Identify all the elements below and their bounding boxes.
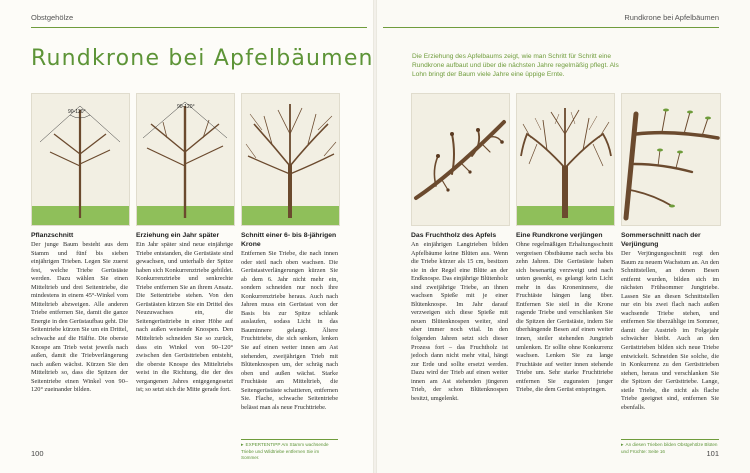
heading-krone-schnitt: Schnitt einer 6- bis 8-jährigen Krone: [241, 232, 337, 248]
text-verjuengen: Ohne regelmäßigen Erhaltungsschnitt vergreisen Obstbäume nach sechs bis zehn Jahren. Die Gerüstäste haben sich besenartig verzweigt und nach unten gesenkt, es gelangt kein Licht mehr in das Kroneninnere, die Fruchtäste hängen lang über. Entfernen Sie steil in die Krone ragende Triebe und verschlanken Sie die Spitzen der Gerüstäste, indem Sie überhängende Besen auf einen weiter innen, steiler stehenden Jungtrieb umlenken. Er sollte ohne Konkurrenz wachsen. Lenken Sie zu lange Fruchtäste auf weiter innen stehende Triebe um. Sehr starke Fruchttriebe entfernen Sie zugunsten junger Triebe, die dem Gerüst entspringen.: [516, 241, 613, 394]
cross-reference-text: An diesen Trieben bilden Obstgehölze Blüten und Früchte: Seite 16: [621, 442, 718, 454]
text-pflanzschnitt: Der junge Baum besteht aus dem Stamm und fünf bis sieben einjährigen Trieben. Legen Sie zuerst fest, welche Triebe Gerüstäste werden. Dazu wählen Sie einen Mitteltrieb und drei Seitentriebe, die mindestens in einem 45°-Winkel vom Mitteltrieb abzweigen. Alle anderen Triebe entfernen Sie, damit die ganze Energie in den Gerüstaufbau geht. Die Seitentriebe kürzen Sie um ein Drittel, schwache auf die Hälfte. Die oberste Knospe am Trieb weist jeweils nach außen, damit die Triebverlängerung nach außen wächst. Kürzen Sie den Mitteltrieb so, dass die Spitzen der Seitentriebe einen Winkel von 90–120° zueinander bilden.: [31, 241, 128, 394]
mature-tree-drawing: [242, 94, 339, 225]
heading-verjuengen: Eine Rundkrone verjüngen: [516, 232, 603, 239]
header-rule-left: [31, 27, 367, 28]
arrow-icon: ▸: [241, 442, 244, 448]
angle-label-1: 90-120°: [68, 109, 86, 115]
young-tree-drawing: [32, 94, 129, 225]
page-number-right: 101: [706, 449, 719, 458]
illustration-mature-crown: [241, 93, 340, 226]
running-head-left: Obstgehölze: [31, 13, 74, 22]
fruit-branch-drawing: [412, 94, 509, 225]
illustration-fruit-wood: [411, 93, 510, 226]
intro-text: Die Erziehung des Apfelbaums zeigt, wie man Schritt für Schritt eine Rundkrone aufbaut und über die nächsten Jahre regelmäßig pflegt. Als Lohn bringt der Baum viele Jahre eine üppige Ernte.: [412, 53, 619, 79]
illustration-year-later: [136, 93, 235, 226]
angle-label-2: 90-120°: [177, 104, 195, 110]
heading-fruchtholz: Das Fruchtholz des Apfels: [411, 232, 497, 239]
cross-reference-tip: [621, 439, 719, 455]
expert-tip-text: EXPERTENTIPP Am Stamm wachsende Triebe und Wildtriebe entfernen Sie im Sommer.: [241, 442, 329, 460]
expert-tip: [241, 439, 338, 460]
header-rule-right: [383, 27, 719, 28]
heading-sommerschnitt: Sommerschnitt nach der Verjüngung: [621, 232, 701, 248]
heading-erziehung: Erziehung ein Jahr später: [136, 232, 220, 239]
illustration-summer-cut: [621, 93, 721, 226]
page-number-left: 100: [31, 449, 44, 458]
summer-branch-drawing: [622, 94, 720, 225]
text-erziehung: Ein Jahr später sind neue einjährige Triebe entstanden, die Gerüstäste sind gewachsen, und unterhalb der Spitze haben sich Konkurrenztriebe gebildet. Konkurrenztriebe und senkrechte Triebe entfernen Sie an ihrem Ansatz. Die Seitentriebe stehen. Von den Gerüstästen kürzen Sie ein Drittel des Neuzuwachses ein, die Seitengerüsttriebe in einer Höhe auf nach außen weisende Knospen. Den Mitteltrieb schneiden Sie so zurück, dass ein Winkel von 90–120° zwischen den Gerüsttrieben entsteht, die oberste Knospe des Mitteltriebs weist in die Richtung, die der des vergangenen Jahres entgegengesetzt ist; so setzt sich die Mitte gerade fort.: [136, 241, 233, 394]
arrow-icon: ▸: [621, 442, 624, 448]
text-fruchtholz: An einjährigen Langtrieben bilden Apfelbäume keine Blüten aus. Wenn die Triebe kürzer als 15 cm, besitzen sie in der Regel eine Blüte an der Endknospe. Das einjährige Blütenholz sind zweijährige Triebe, an ihnen wachsen Spieße mit je einer Blütenknospe. Im Jahr darauf verzweigen sich diese Spieße mit neuen Blütenknospen weiter, sind aber immer noch vital. In den folgenden Jahren setzt sich dieser Prozess fort – das Fruchtholz ist jedoch dann nicht mehr vital, hängt zur Erde und sollte ersetzt werden. Dazu wird der Trieb auf einen weiter innen am Ast stehenden jüngeren Trieb, der schon Blütenknospen besitzt, umgelenkt.: [411, 241, 508, 402]
running-head-right: Rundkrone bei Apfelbäumen: [624, 13, 719, 22]
text-sommerschnitt: Der Verjüngungsschnitt regt den Baum zu neuem Wachstum an. An den Schnittstellen, an denen Besen entfernt wurden, bilden sich im nächsten Frühsommer Jungtriebe. Lassen Sie an diesen Schnittstellen nur ein bis zwei flach nach außen wachsende Triebe stehen, und entfernen Sie überzählige im Sommer, damit der Austrieb im Folgejahr schwächer bleibt. Auch an den Gerüsttrieben bilden sich neue Triebe entwickelt. Schneiden Sie solche, die in Konkurrenz zu den Gerüsttrieben stehen, heraus und verschlanken Sie die Spitzen der Gerüsttriebe. Lange, steile Triebe, die nicht als flache Triebe geeignet sind, entfernen Sie ebenfalls.: [621, 250, 719, 411]
illustration-planting-cut: [31, 93, 130, 226]
heading-pflanzschnitt: Pflanzschnitt: [31, 232, 74, 239]
page-title: Rundkrone bei Apfelbäumen: [31, 46, 374, 71]
old-tree-drawing: [517, 94, 614, 225]
second-year-tree-drawing: [137, 94, 234, 225]
text-krone-schnitt: Entfernen Sie Triebe, die nach innen oder steil nach oben wachsen. Die Gerüstastverlängerungen kürzen Sie ab dem 6. Jahr nicht mehr ein, sondern schneiden nur noch ihre Konkurrenztriebe heraus. Auch nach Jahren muss ein Gerüstast von der Basis bis zur Spitze schlank auslaufen, sodass Licht in das Bauminnere gelangt. Ältere Fruchttriebe, die sich senken, lenken Sie auf einen weiter innen am Ast stehenden, zweijährigen Trieb mit Blütenknospen um, der schräg nach oben und außen wächst. Starke Fruchtäste am Mitteltrieb, die Seitengerüstäste schattieren, entfernen Sie. Flache, schwache Seitentriebe belässt man als neue Fruchttriebe.: [241, 250, 338, 411]
illustration-rejuvenate: [516, 93, 615, 226]
